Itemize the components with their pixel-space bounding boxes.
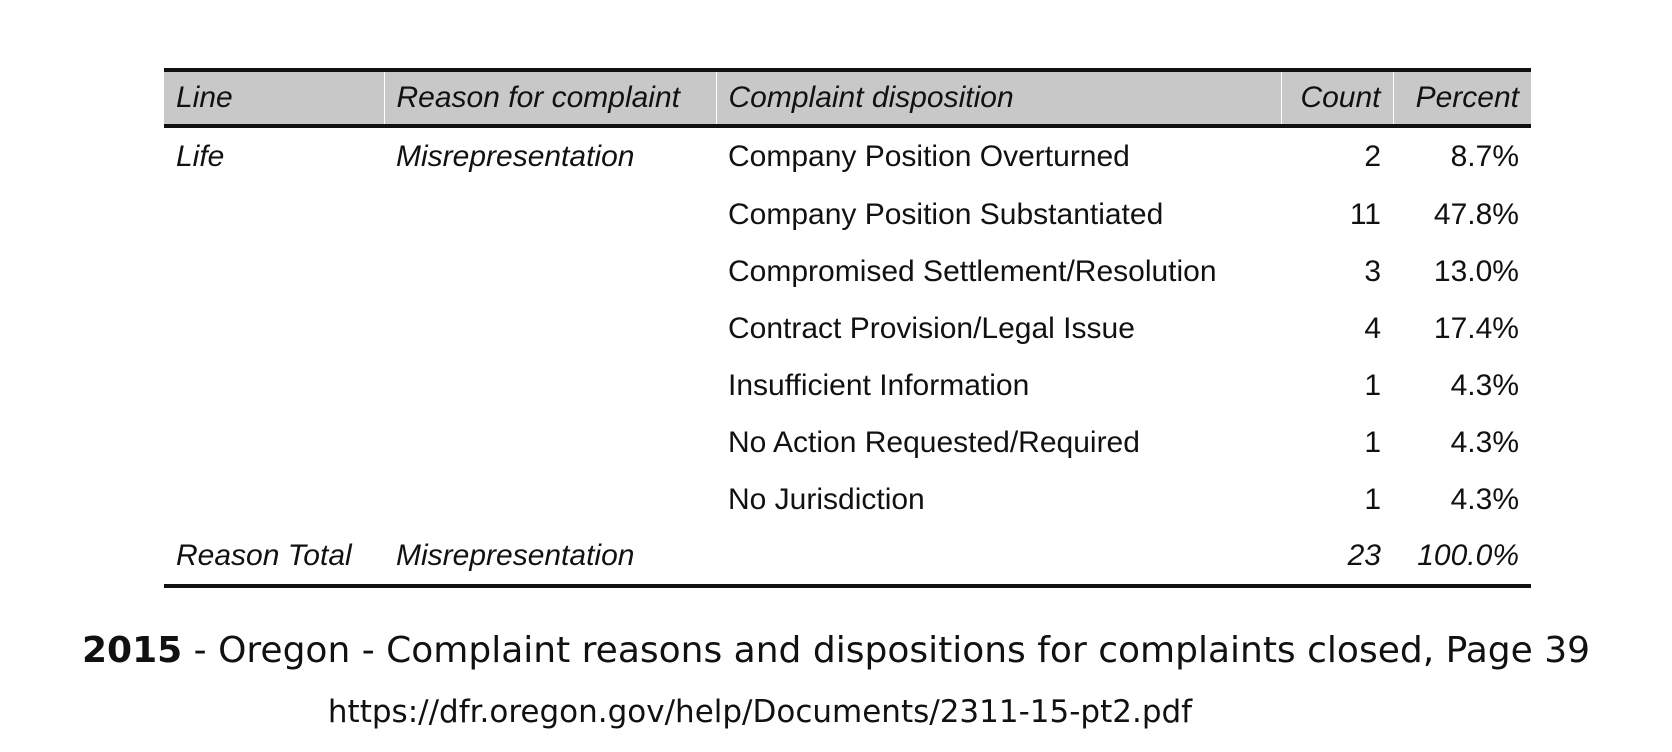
cell-line <box>164 414 384 471</box>
cell-percent: 4.3% <box>1450 425 1519 459</box>
header-line: Line <box>164 70 384 126</box>
table-header-row <box>164 70 1531 126</box>
cell-disposition: No Action Requested/Required <box>728 425 1140 459</box>
cell-percent: 8.7% <box>1450 140 1519 173</box>
caption-year: 2015 <box>82 630 183 671</box>
cell-disposition: Contract Provision/Legal Issue <box>728 311 1135 345</box>
cell-reason <box>384 186 716 243</box>
cell-percent: 4.3% <box>1450 368 1519 402</box>
cell-count: 2 <box>1364 140 1381 173</box>
cell-reason <box>384 300 716 357</box>
complaint-table-container <box>164 68 1531 588</box>
table-row <box>164 243 1531 300</box>
cell-reason <box>384 471 716 528</box>
cell-disposition: No Jurisdiction <box>728 482 925 516</box>
table-total-row <box>164 528 1531 586</box>
table-row <box>164 186 1531 243</box>
cell-line <box>164 186 384 243</box>
header-percent: Percent <box>1415 81 1519 114</box>
table-row <box>164 300 1531 357</box>
table-row <box>164 414 1531 471</box>
cell-line <box>164 243 384 300</box>
total-line: Reason Total <box>176 539 352 572</box>
cell-line <box>164 357 384 414</box>
cell-disposition: Company Position Substantiated <box>728 197 1164 231</box>
header-count: Count <box>1281 70 1393 126</box>
cell-reason <box>384 357 716 414</box>
cell-line <box>164 471 384 528</box>
cell-disposition: Company Position Overturned <box>728 140 1130 173</box>
cell-line: Life <box>176 140 225 173</box>
cell-count: 3 <box>1364 254 1381 288</box>
source-url: https://dfr.oregon.gov/help/Documents/2311-15-pt2.pdf <box>327 694 1193 730</box>
header-reason: Reason for complaint <box>384 70 716 126</box>
total-reason: Misrepresentation <box>396 539 635 572</box>
figure-caption <box>0 630 1672 671</box>
total-disposition <box>716 528 1281 586</box>
cell-percent: 4.3% <box>1450 482 1519 516</box>
cell-count: 1 <box>1364 368 1381 402</box>
cell-reason: Misrepresentation <box>396 140 635 173</box>
cell-count: 1 <box>1364 482 1381 516</box>
total-percent: 100.0% <box>1417 539 1519 572</box>
cell-disposition: Compromised Settlement/Resolution <box>728 254 1217 288</box>
total-count: 23 <box>1347 539 1381 572</box>
cell-reason <box>384 243 716 300</box>
cell-reason <box>384 414 716 471</box>
cell-count: 1 <box>1364 425 1381 459</box>
complaint-table <box>164 68 1531 588</box>
caption-text: - Oregon - Complaint reasons and dispositions for complaints closed, Page 39 <box>182 630 1590 671</box>
header-disposition: Complaint disposition <box>716 70 1281 126</box>
table-row <box>164 357 1531 414</box>
cell-percent: 17.4% <box>1433 311 1519 345</box>
cell-line <box>164 300 384 357</box>
cell-percent: 47.8% <box>1433 197 1519 231</box>
table-row <box>164 126 1531 186</box>
cell-count: 4 <box>1364 311 1381 345</box>
cell-percent: 13.0% <box>1433 254 1519 288</box>
cell-disposition: Insufficient Information <box>728 368 1030 402</box>
cell-count: 11 <box>1349 197 1381 231</box>
table-row <box>164 471 1531 528</box>
